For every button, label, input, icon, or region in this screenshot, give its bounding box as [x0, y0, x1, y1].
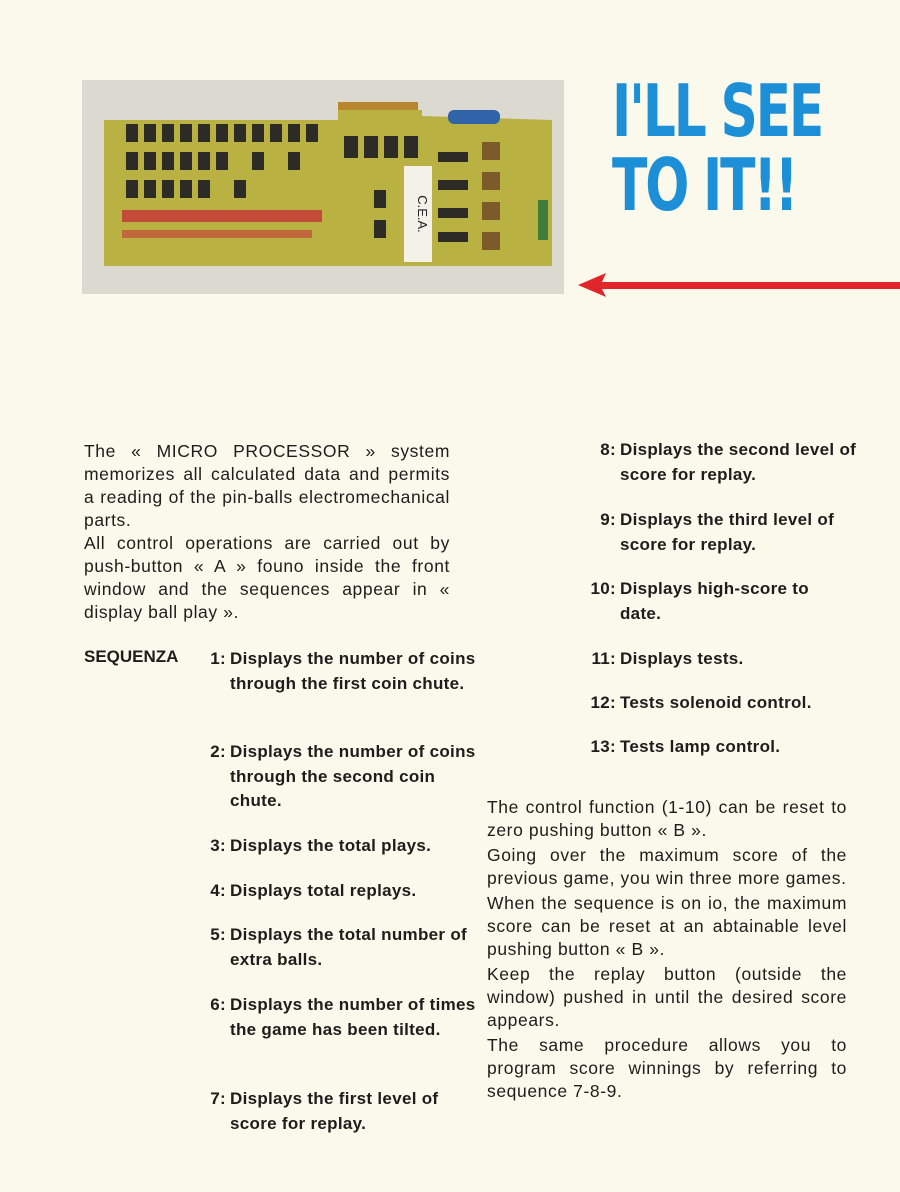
item-text: Displays the number of coins through the second coin chute. [230, 742, 476, 810]
item-text: Displays the number of times the game has been tilted. [230, 995, 476, 1039]
item-number: 3: [210, 836, 226, 855]
item-text: Tests lamp control. [620, 737, 781, 756]
item-number: 11: [591, 649, 616, 668]
item-number: 1: [210, 649, 226, 668]
closing-paragraph: Going over the maximum score of the previous game, you win three more games. [487, 845, 847, 888]
item-text: Displays the number of coins through the first coin chute. [230, 649, 476, 693]
closing-paragraph: The same procedure allows you to program score winnings by referring to sequence 7-8-9. [487, 1035, 847, 1101]
sequence-heading: SEQUENZA [84, 647, 179, 666]
item-text: Displays total replays. [230, 881, 417, 900]
intro-paragraph-1: The « MICRO PROCESSOR » system memorizes all calculated data and permits a reading of the pin-balls electromechanical parts. [84, 441, 450, 530]
item-text: Displays tests. [620, 649, 744, 668]
item-text: Tests solenoid control. [620, 693, 812, 712]
item-number: 5: [210, 925, 226, 944]
red-arrow-left-icon [578, 270, 900, 300]
title-line-1: I'LL SEE [612, 69, 823, 153]
title-line-2: TO IT!! [612, 143, 797, 227]
item-text: Displays the third level of score for replay. [620, 510, 835, 554]
item-text: Displays the total number of extra balls. [230, 925, 467, 969]
item-number: 2: [210, 742, 226, 761]
intro-paragraph-2: All control operations are carried out by push-button « A » founo inside the front window and the sequences appear in « display ball play ». [84, 533, 450, 622]
closing-paragraph: Keep the replay button (outside the window) pushed in until the desired score appears. [487, 964, 847, 1030]
closing-text [487, 796, 847, 1105]
circuit-board-image [82, 80, 564, 294]
circuit-board-photo [82, 80, 564, 294]
item-text: Displays high-score to date. [620, 579, 809, 623]
closing-paragraph: The control function (1-10) can be reset to zero pushing button « B ». [487, 797, 847, 840]
chip-label: C.E.A. [415, 195, 430, 233]
item-number: 9: [600, 510, 616, 529]
intro-text [84, 440, 450, 624]
item-text: Displays the second level of score for replay. [620, 440, 857, 484]
item-number: 8: [600, 440, 616, 459]
item-number: 10: [590, 579, 616, 598]
page-title [612, 69, 823, 227]
closing-paragraph: When the sequence is on io, the maximum score can be reset at an abtainable level pushing button « B ». [487, 893, 847, 959]
item-number: 12: [590, 693, 616, 712]
item-number: 13: [590, 737, 616, 756]
item-text: Displays the first level of score for replay. [230, 1089, 439, 1133]
item-number: 6: [210, 995, 226, 1014]
item-number: 7: [210, 1089, 226, 1108]
item-number: 4: [210, 881, 226, 900]
item-text: Displays the total plays. [230, 836, 432, 855]
